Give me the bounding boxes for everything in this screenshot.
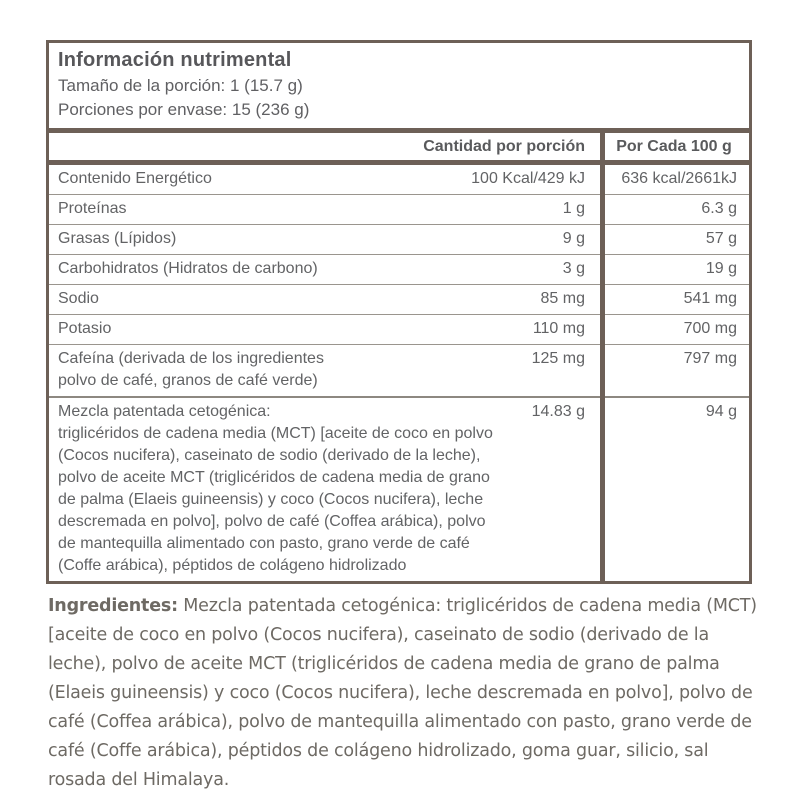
nutrient-name: Grasas (Lípidos) bbox=[58, 230, 177, 247]
nutrient-label bbox=[58, 228, 186, 250]
nutrient-label bbox=[58, 258, 328, 280]
per-serving-value: 3 g bbox=[562, 260, 585, 277]
per-serving-value: 1 g bbox=[562, 200, 585, 217]
per-100g-value: 57 g bbox=[705, 230, 737, 247]
per-serving-cell bbox=[49, 401, 599, 577]
column-header-per-serving: Cantidad por porción bbox=[423, 138, 585, 155]
per-serving-value: 125 mg bbox=[531, 350, 585, 367]
per-100g-value: 6.3 g bbox=[701, 200, 737, 217]
per-serving-cell bbox=[49, 288, 599, 310]
nutrient-name: Potasio bbox=[58, 320, 112, 337]
serving-size: Tamaño de la porción: 1 (15.7 g) bbox=[58, 76, 303, 95]
per-100g-value: 797 mg bbox=[683, 350, 737, 367]
nutrient-name: Cafeína (derivada de los ingredientes bbox=[58, 350, 324, 367]
nutrition-facts-panel bbox=[46, 40, 752, 584]
nutrient-name: Carbohidratos (Hidratos de carbono) bbox=[58, 260, 318, 277]
nutrition-table bbox=[49, 128, 749, 581]
per-serving-cell bbox=[49, 348, 599, 392]
nutrient-row bbox=[49, 284, 749, 314]
nutrient-label bbox=[58, 348, 334, 392]
nutrient-name: Mezcla patentada cetogénica: bbox=[58, 403, 271, 420]
column-header-row bbox=[49, 133, 749, 160]
per-serving-value: 14.83 g bbox=[531, 403, 585, 420]
per-serving-cell bbox=[49, 318, 599, 340]
nutrient-label bbox=[58, 318, 121, 340]
nutrient-row bbox=[49, 344, 749, 396]
nutrient-row bbox=[49, 194, 749, 224]
nutrient-row bbox=[49, 314, 749, 344]
servings-per-container: Porciones por envase: 15 (236 g) bbox=[58, 100, 310, 119]
ingredients-text: Mezcla patentada cetogénica: triglicéridos de cadena media (MCT) [aceite de coco en polvo (Cocos nucifera), caseinato de sodio (derivado de la leche), polvo de aceite MCT (triglicéridos de cadena media de grano de palma (Elaeis guineensis) y coco (Cocos nucifera), leche descremada en polvo], polvo de café (Coffea arábica), polvo de mantequilla alimentado con pasto, grano verde de café (Coffe arábica), péptidos de colágeno hidrolizado, goma guar, silicio, sal rosada del Himalaya. bbox=[48, 596, 757, 790]
per-serving-value: 85 mg bbox=[540, 290, 585, 307]
nutrient-name: Contenido Energético bbox=[58, 170, 212, 187]
per-serving-cell bbox=[49, 168, 599, 190]
nutrient-label bbox=[58, 168, 222, 190]
column-divider bbox=[600, 128, 605, 581]
per-100g-value: 700 mg bbox=[683, 320, 737, 337]
per-serving-value: 9 g bbox=[562, 230, 585, 247]
per-serving-value: 100 Kcal/429 kJ bbox=[471, 170, 585, 187]
nutrient-description: triglicéridos de cadena media (MCT) [aceite de coco en polvo (Cocos nucifera), caseinato de sodio (derivado de la leche), polvo de aceite MCT (triglicéridos de cadena media de grano de palma (Elaeis guineensis) y coco (Cocos nucifera), leche descremada en polvo], polvo de café (Coffea arábica), polvo de mantequilla alimentado con pasto, grano verde de café (Coffe arábica), péptidos de colágeno hidrolizado bbox=[58, 425, 493, 574]
column-header-per-100g: Por Cada 100 g bbox=[616, 138, 732, 155]
per-serving-cell bbox=[49, 228, 599, 250]
per-serving-cell bbox=[49, 258, 599, 280]
nutrient-row bbox=[49, 165, 749, 194]
panel-title: Información nutrimental bbox=[58, 49, 292, 71]
per-100g-value: 19 g bbox=[705, 260, 737, 277]
nutrient-label bbox=[58, 288, 109, 310]
nutrient-rows bbox=[49, 165, 749, 581]
per-serving-cell bbox=[49, 198, 599, 220]
nutrient-name: Proteínas bbox=[58, 200, 127, 217]
ingredients-heading: Ingredientes: bbox=[48, 596, 178, 616]
nutrient-row bbox=[49, 396, 749, 581]
nutrient-row bbox=[49, 254, 749, 284]
nutrient-row bbox=[49, 224, 749, 254]
ingredients-paragraph bbox=[48, 592, 762, 795]
nutrient-name: Sodio bbox=[58, 290, 99, 307]
per-100g-value: 636 kcal/2661kJ bbox=[621, 170, 737, 187]
panel-header bbox=[49, 43, 749, 128]
per-serving-value: 110 mg bbox=[532, 320, 585, 337]
nutrient-name-line2: polvo de café, granos de café verde) bbox=[58, 372, 318, 389]
nutrient-label bbox=[58, 198, 136, 220]
per-100g-value: 94 g bbox=[705, 403, 737, 420]
per-100g-value: 541 mg bbox=[683, 290, 737, 307]
nutrient-label bbox=[58, 401, 504, 577]
